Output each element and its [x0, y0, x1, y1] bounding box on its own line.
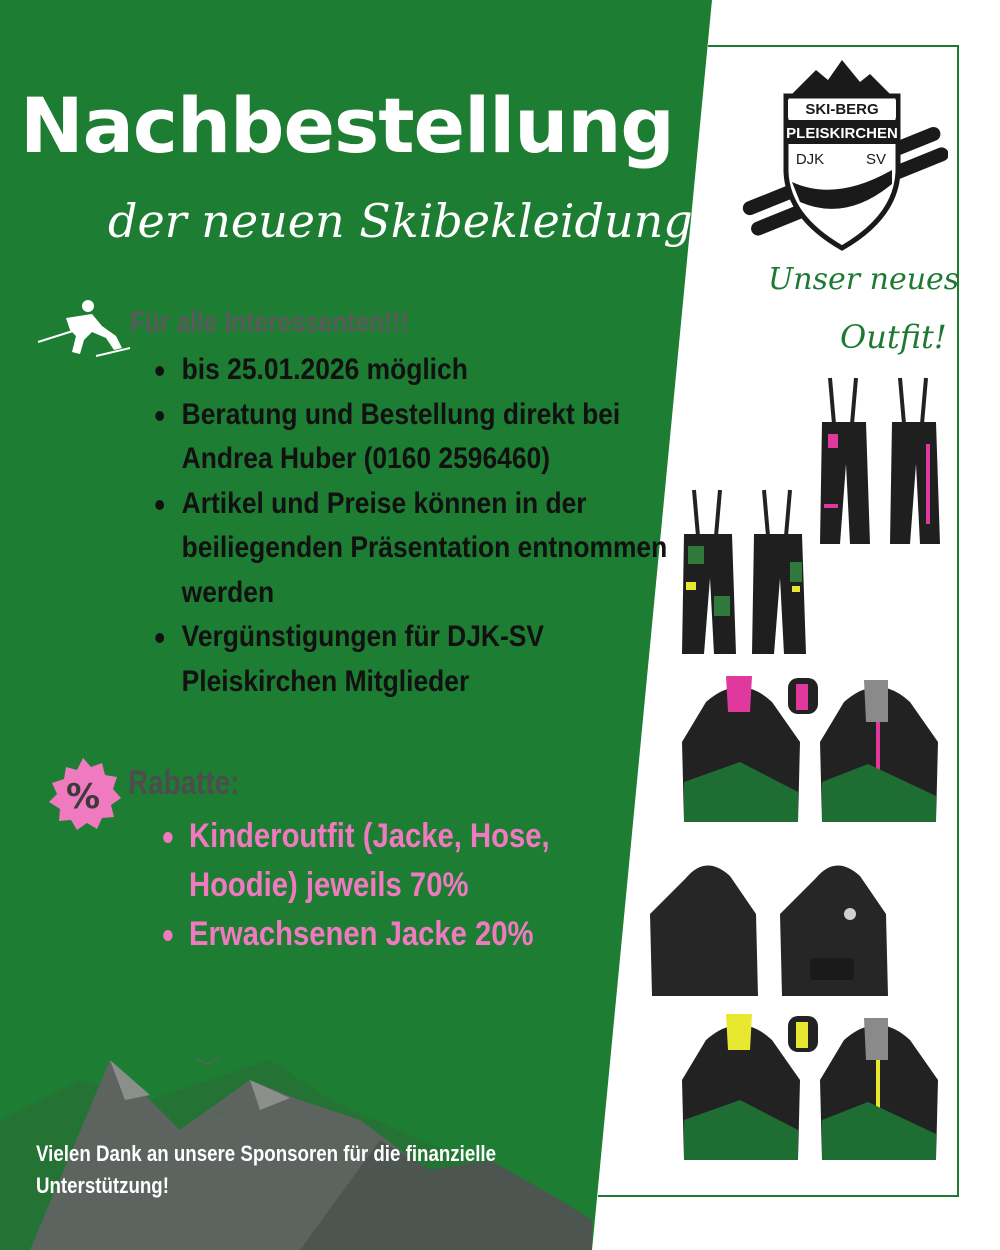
logo-name-text: PLEISKIRCHEN: [786, 125, 898, 142]
info-item-deadline: bis 25.01.2026 möglich: [150, 348, 674, 393]
ski-pants-kids-illustration: [680, 486, 814, 658]
jacket-yellow-illustration: [680, 1010, 950, 1166]
percent-badge-icon: [44, 756, 122, 834]
logo-left-text: DJK: [795, 151, 825, 168]
discount-list: [158, 812, 718, 959]
info-list: [150, 348, 750, 704]
poster-subtitle: der neuen Skibekleidung: [108, 194, 693, 248]
discount-item-adult: Erwachsenen Jacke 20%: [158, 910, 619, 959]
logo-top-text: SKI-BERG: [805, 101, 879, 118]
interest-heading: Für alle Interessenten!!!: [130, 306, 409, 339]
info-item-presentation: Artikel und Preise können in der beiliegenden Präsentation entnommen werden: [150, 482, 674, 616]
hoodie-illustration: [646, 854, 896, 1000]
outfit-caption-line1: Unser neues: [768, 262, 960, 297]
discount-item-kids: Kinderoutfit (Jacke, Hose, Hoodie) jeweils 70%: [158, 812, 619, 910]
percent-symbol: %: [65, 777, 101, 817]
sponsor-text: Vielen Dank an unsere Sponsoren für die finanzielle Unterstützung!: [36, 1141, 497, 1198]
outfit-caption-line2: Outfit!: [840, 318, 947, 356]
ski-pants-adult-illustration: [816, 374, 948, 546]
discount-heading: Rabatte:: [128, 764, 240, 802]
skier-icon: [36, 296, 132, 358]
poster-title: Nachbestellung: [20, 81, 674, 170]
club-logo: [736, 52, 948, 260]
logo-right-text: SV: [865, 151, 887, 168]
info-item-contact: Beratung und Bestellung direkt bei Andrea Huber (0160 2596460): [150, 393, 674, 482]
jacket-pink-illustration: [680, 672, 950, 832]
info-item-members: Vergünstigungen für DJK-SV Pleiskirchen Mitglieder: [150, 615, 674, 704]
